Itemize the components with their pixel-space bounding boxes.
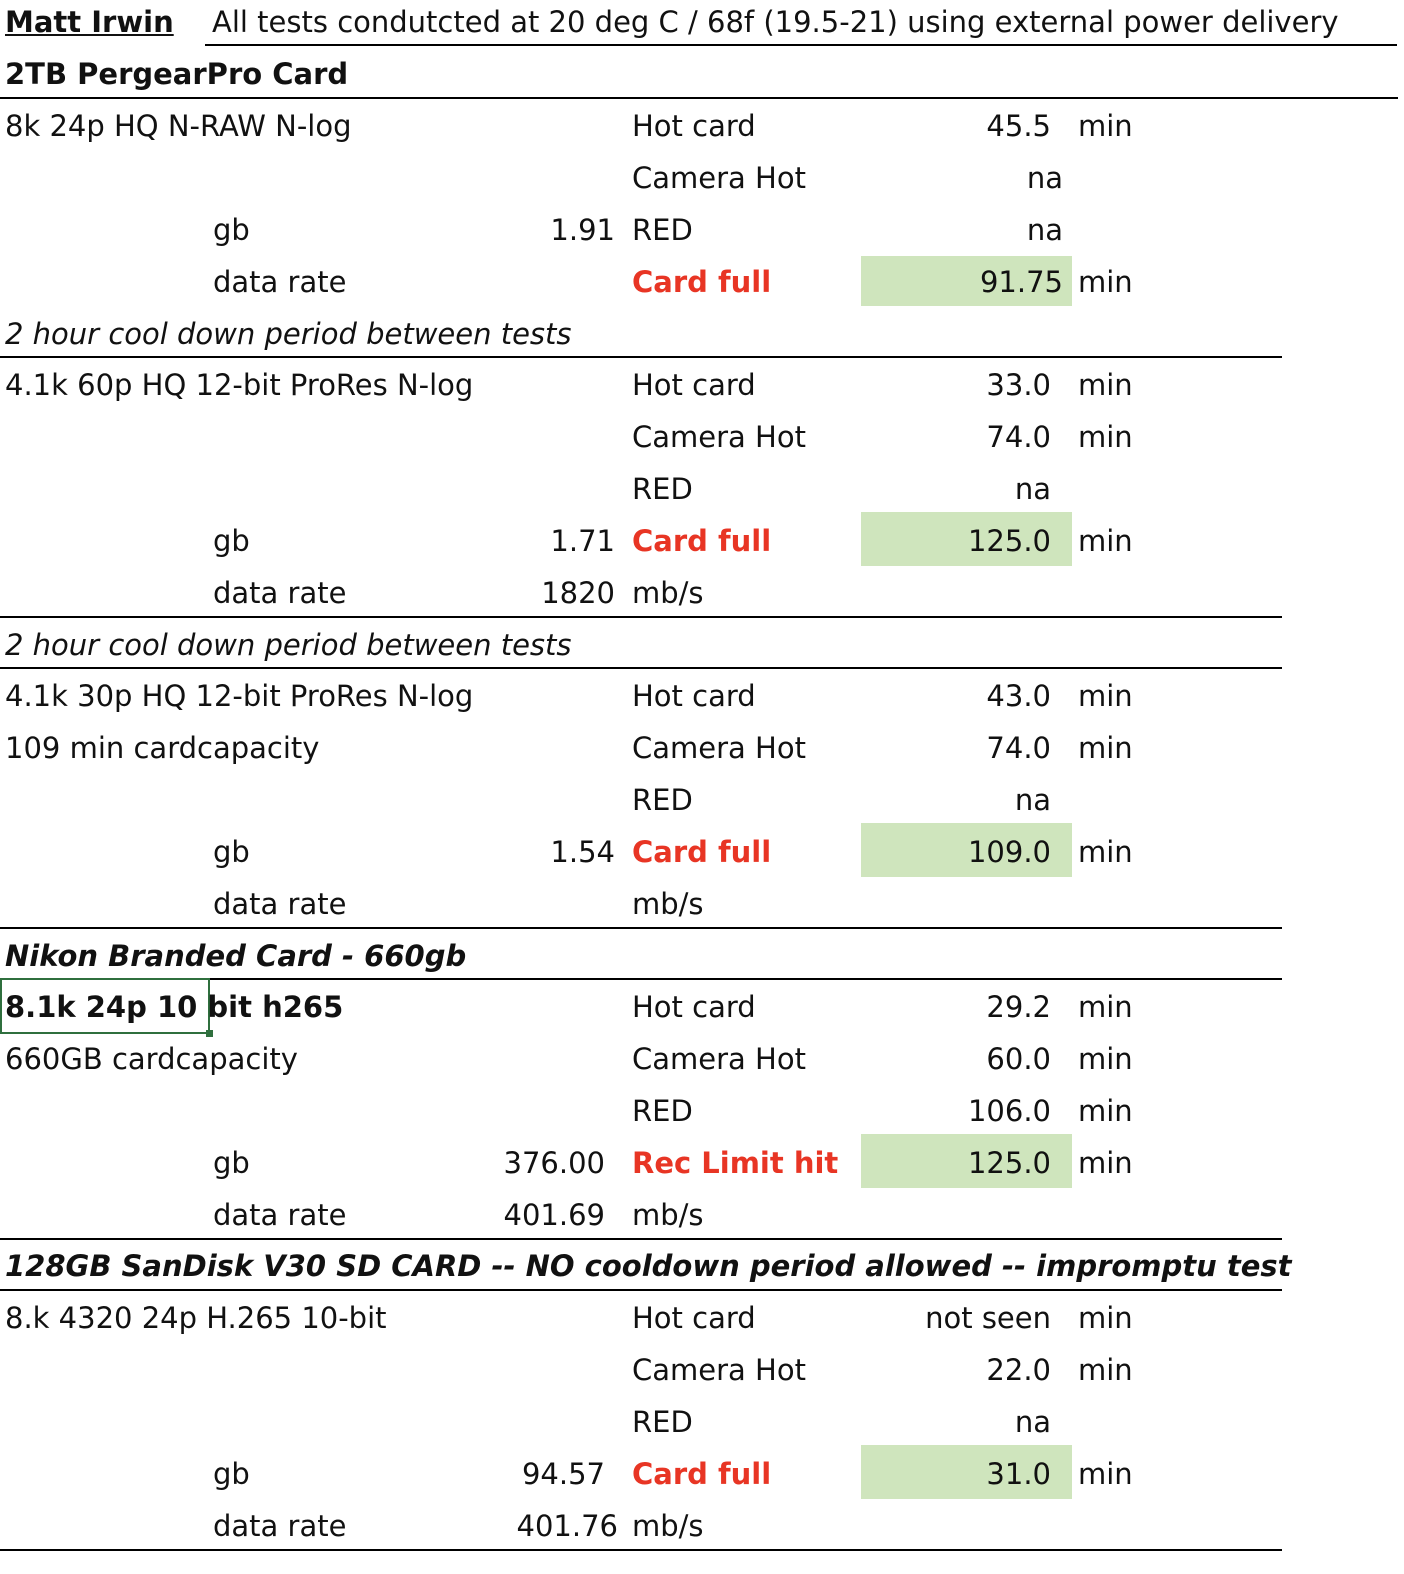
test-name: 4.1k 60p HQ 12-bit ProRes N-log bbox=[5, 368, 474, 402]
unit: min bbox=[1078, 420, 1133, 454]
test-conditions: All tests condutcted at 20 deg C / 68f (19.5-21) using external power delivery bbox=[212, 5, 1339, 39]
card-full-value: 109.0 bbox=[967, 835, 1051, 869]
divider bbox=[0, 356, 1282, 358]
metric-value: na bbox=[1026, 213, 1063, 247]
row-label: data rate bbox=[213, 265, 347, 299]
metric-label: Hot card bbox=[632, 109, 756, 143]
metric-value: 60.0 bbox=[986, 1042, 1051, 1076]
header-underline bbox=[205, 44, 1397, 46]
metric-value: na bbox=[1014, 1405, 1051, 1439]
metric-label: Camera Hot bbox=[632, 1353, 806, 1387]
test-note: 109 min cardcapacity bbox=[5, 731, 320, 765]
metric-label: Camera Hot bbox=[632, 731, 806, 765]
unit: min bbox=[1078, 1146, 1133, 1180]
metric-label: Hot card bbox=[632, 1301, 756, 1335]
row-label-value: 376.00 bbox=[503, 1146, 605, 1180]
test-note: 660GB cardcapacity bbox=[5, 1042, 298, 1076]
divider bbox=[0, 1238, 1282, 1240]
metric-value: 33.0 bbox=[986, 368, 1051, 402]
card-full-label: Card full bbox=[632, 524, 772, 558]
row-label-value: 94.57 bbox=[521, 1457, 605, 1491]
metric-label: RED bbox=[632, 1405, 693, 1439]
row-label: gb bbox=[213, 835, 250, 869]
divider bbox=[0, 667, 1282, 669]
card-title-nikon: Nikon Branded Card - 660gb bbox=[5, 939, 467, 973]
author-name: Matt Irwin bbox=[5, 5, 174, 39]
rec-limit-label: Rec Limit hit bbox=[632, 1146, 839, 1180]
rec-limit-value: 125.0 bbox=[967, 1146, 1051, 1180]
unit: min bbox=[1078, 109, 1133, 143]
divider bbox=[0, 927, 1282, 929]
unit: min bbox=[1078, 679, 1133, 713]
metric-label: RED bbox=[632, 1094, 693, 1128]
row-label: data rate bbox=[213, 1198, 347, 1232]
metric-label: Hot card bbox=[632, 679, 756, 713]
row-label-value: 1.91 bbox=[550, 213, 615, 247]
unit: min bbox=[1078, 265, 1133, 299]
metric-label: Camera Hot bbox=[632, 1042, 806, 1076]
card-full-value: 31.0 bbox=[986, 1457, 1051, 1491]
row-label: data rate bbox=[213, 887, 347, 921]
unit: min bbox=[1078, 1457, 1133, 1491]
metric-label: RED bbox=[632, 472, 693, 506]
metric-value: na bbox=[1026, 161, 1063, 195]
metric-value: 74.0 bbox=[986, 420, 1051, 454]
unit-label: mb/s bbox=[632, 1509, 704, 1543]
card-full-value: 125.0 bbox=[967, 524, 1051, 558]
card-full-label: Card full bbox=[632, 265, 772, 299]
unit: min bbox=[1078, 1094, 1133, 1128]
metric-label: RED bbox=[632, 783, 693, 817]
metric-label: Camera Hot bbox=[632, 161, 806, 195]
unit-label: mb/s bbox=[632, 1198, 704, 1232]
unit: min bbox=[1078, 731, 1133, 765]
row-label: gb bbox=[213, 1146, 250, 1180]
metric-label: RED bbox=[632, 213, 693, 247]
row-label-value: 1.54 bbox=[550, 835, 615, 869]
unit: min bbox=[1078, 990, 1133, 1024]
metric-label: Camera Hot bbox=[632, 420, 806, 454]
divider bbox=[0, 1289, 1282, 1291]
unit: min bbox=[1078, 368, 1133, 402]
row-label-value: 1.71 bbox=[550, 524, 615, 558]
divider bbox=[0, 616, 1282, 618]
test-name: 8k 24p HQ N-RAW N-log bbox=[5, 109, 352, 143]
metric-value: na bbox=[1014, 783, 1051, 817]
unit-label: mb/s bbox=[632, 887, 704, 921]
metric-value: not seen bbox=[925, 1301, 1051, 1335]
row-label-value: 401.76 bbox=[516, 1509, 618, 1543]
row-label-value: 401.69 bbox=[503, 1198, 605, 1232]
unit: min bbox=[1078, 835, 1133, 869]
row-label: gb bbox=[213, 213, 250, 247]
metric-label: Hot card bbox=[632, 368, 756, 402]
unit: min bbox=[1078, 1353, 1133, 1387]
divider bbox=[0, 1549, 1282, 1551]
metric-label: Hot card bbox=[632, 990, 756, 1024]
card-title-sandisk: 128GB SanDisk V30 SD CARD -- NO cooldown period allowed -- impromptu test bbox=[5, 1249, 1292, 1283]
metric-value: 29.2 bbox=[986, 990, 1051, 1024]
test-name: 8.k 4320 24p H.265 10-bit bbox=[5, 1301, 387, 1335]
metric-value: 45.5 bbox=[986, 109, 1051, 143]
card-title-pergear: 2TB PergearPro Card bbox=[5, 57, 349, 91]
metric-value: 43.0 bbox=[986, 679, 1051, 713]
card-full-label: Card full bbox=[632, 835, 772, 869]
unit: min bbox=[1078, 1042, 1133, 1076]
test-name: 4.1k 30p HQ 12-bit ProRes N-log bbox=[5, 679, 474, 713]
row-label: data rate bbox=[213, 576, 347, 610]
cooldown-note: 2 hour cool down period between tests bbox=[5, 628, 572, 662]
card-full-value: 91.75 bbox=[979, 265, 1063, 299]
metric-value: 22.0 bbox=[986, 1353, 1051, 1387]
unit: min bbox=[1078, 1301, 1133, 1335]
cooldown-note: 2 hour cool down period between tests bbox=[5, 317, 572, 351]
row-label: gb bbox=[213, 524, 250, 558]
metric-value: 106.0 bbox=[967, 1094, 1051, 1128]
card-full-label: Card full bbox=[632, 1457, 772, 1491]
unit: min bbox=[1078, 524, 1133, 558]
metric-value: 74.0 bbox=[986, 731, 1051, 765]
test-name: 8.1k 24p 10 bit h265 bbox=[5, 990, 344, 1024]
row-label-value: 1820 bbox=[541, 576, 615, 610]
divider bbox=[0, 97, 1398, 99]
row-label: gb bbox=[213, 1457, 250, 1491]
unit-label: mb/s bbox=[632, 576, 704, 610]
metric-value: na bbox=[1014, 472, 1051, 506]
row-label: data rate bbox=[213, 1509, 347, 1543]
